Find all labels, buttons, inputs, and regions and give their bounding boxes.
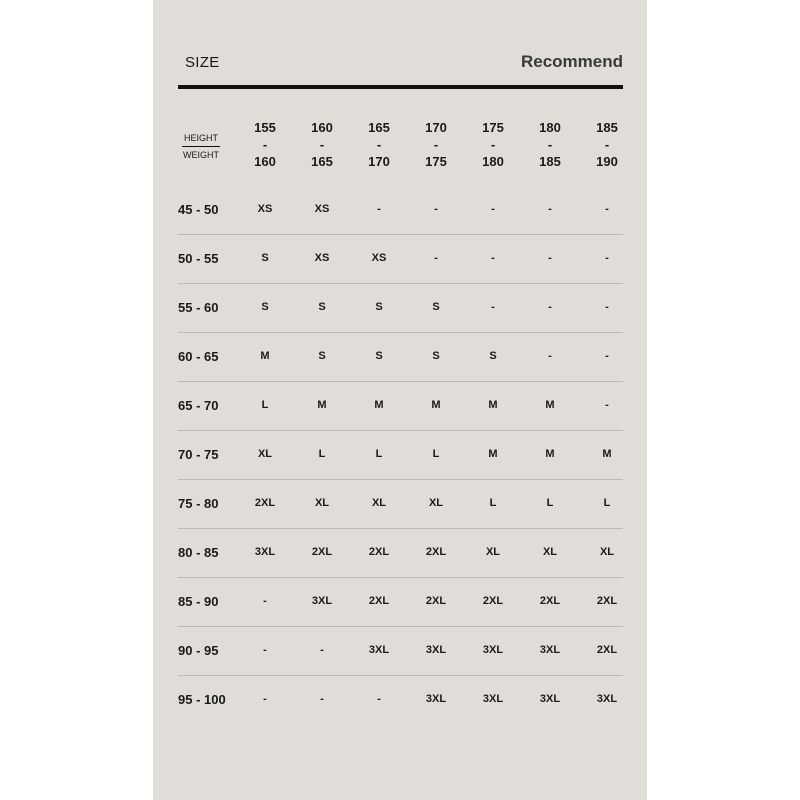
size-cell: XS (314, 252, 330, 264)
table-row (178, 381, 623, 431)
height-high: 160 (254, 154, 276, 169)
table-row (178, 479, 623, 529)
weight-range-label: 45 - 50 (178, 202, 219, 217)
size-cell: - (491, 252, 495, 264)
size-cell: 3XL (482, 644, 504, 656)
size-cell: - (434, 203, 438, 215)
height-column-header (300, 119, 344, 170)
size-cell: XL (257, 448, 273, 460)
size-cell: - (263, 595, 267, 607)
size-cell: 2XL (425, 546, 447, 558)
size-cell: 2XL (596, 644, 618, 656)
size-chart-card (153, 0, 647, 800)
size-cell: 2XL (539, 595, 561, 607)
weight-range-label: 50 - 55 (178, 251, 219, 266)
size-cell: S (261, 301, 269, 313)
weight-range-label: 60 - 65 (178, 349, 219, 364)
size-cell: 2XL (482, 595, 504, 607)
recommend-title: Recommend (520, 52, 623, 71)
size-cell: 2XL (254, 497, 276, 509)
height-axis-label: HEIGHT (182, 132, 220, 147)
height-low: 175 (482, 120, 504, 135)
size-cell: - (491, 203, 495, 215)
size-cell: S (432, 301, 440, 313)
height-low: 180 (539, 120, 561, 135)
height-dash: - (604, 137, 610, 152)
table-row (178, 185, 623, 235)
height-low: 165 (368, 120, 390, 135)
size-cell: 3XL (539, 644, 561, 656)
height-low: 155 (254, 120, 276, 135)
size-cell: M (545, 448, 555, 460)
height-column-header (471, 119, 515, 170)
table-row (178, 332, 623, 382)
size-cell: XL (485, 546, 501, 558)
size-cell: - (605, 203, 609, 215)
size-cell: XL (314, 497, 330, 509)
height-high: 175 (425, 154, 447, 169)
table-row (178, 626, 623, 676)
size-cell: 2XL (368, 595, 390, 607)
size-cell: XL (371, 497, 387, 509)
size-cell: 3XL (311, 595, 333, 607)
height-high: 165 (311, 154, 333, 169)
size-cell: - (605, 252, 609, 264)
size-cell: XS (314, 203, 330, 215)
table-row (178, 577, 623, 627)
size-cell: - (263, 644, 267, 656)
height-column-header (243, 119, 287, 170)
size-cell: L (603, 497, 611, 509)
size-cell: - (320, 644, 324, 656)
size-cell: XS (257, 203, 273, 215)
size-cell: L (546, 497, 554, 509)
height-weight-axis-label (182, 132, 220, 161)
size-cell: - (377, 693, 381, 705)
height-column-header (357, 119, 401, 170)
size-cell: L (489, 497, 497, 509)
height-column-header (528, 119, 572, 170)
size-cell: - (377, 203, 381, 215)
size-cell: S (489, 350, 497, 362)
table-row (178, 675, 623, 724)
size-cell: - (605, 399, 609, 411)
weight-range-label: 65 - 70 (178, 398, 219, 413)
size-cell: 2XL (368, 546, 390, 558)
size-cell: M (431, 399, 441, 411)
size-cell: 3XL (539, 693, 561, 705)
size-cell: - (548, 301, 552, 313)
weight-range-label: 95 - 100 (178, 692, 226, 707)
height-dash: - (433, 137, 439, 152)
height-dash: - (376, 137, 382, 152)
height-high: 180 (482, 154, 504, 169)
size-cell: 2XL (596, 595, 618, 607)
height-high: 190 (596, 154, 618, 169)
size-cell: 3XL (425, 644, 447, 656)
size-cell: L (375, 448, 383, 460)
size-cell: L (318, 448, 326, 460)
weight-range-label: 55 - 60 (178, 300, 219, 315)
size-cell: - (491, 301, 495, 313)
size-cell: 3XL (596, 693, 618, 705)
size-cell: 3XL (368, 644, 390, 656)
size-cell: 2XL (425, 595, 447, 607)
size-cell: 2XL (311, 546, 333, 558)
height-dash: - (490, 137, 496, 152)
size-cell: S (432, 350, 440, 362)
size-cell: L (432, 448, 440, 460)
header-divider (178, 85, 623, 89)
size-cell: - (434, 252, 438, 264)
size-cell: M (602, 448, 612, 460)
weight-range-label: 80 - 85 (178, 545, 219, 560)
size-cell: S (261, 252, 269, 264)
table-row (178, 528, 623, 578)
height-dash: - (319, 137, 325, 152)
size-cell: M (488, 399, 498, 411)
table-row (178, 234, 623, 284)
weight-range-label: 90 - 95 (178, 643, 219, 658)
height-column-header (414, 119, 458, 170)
height-high: 170 (368, 154, 390, 169)
size-cell: M (317, 399, 327, 411)
size-cell: S (318, 301, 326, 313)
weight-range-label: 70 - 75 (178, 447, 219, 462)
size-cell: M (260, 350, 270, 362)
size-cell: - (605, 350, 609, 362)
height-low: 185 (596, 120, 618, 135)
size-cell: XL (542, 546, 558, 558)
size-cell: - (548, 350, 552, 362)
size-cell: S (375, 301, 383, 313)
height-dash: - (262, 137, 268, 152)
size-cell: 3XL (482, 693, 504, 705)
size-cell: - (548, 252, 552, 264)
size-cell: - (548, 203, 552, 215)
weight-range-label: 85 - 90 (178, 594, 219, 609)
height-low: 170 (425, 120, 447, 135)
size-cell: S (375, 350, 383, 362)
weight-axis-label: WEIGHT (183, 150, 219, 160)
size-cell: 3XL (254, 546, 276, 558)
height-low: 160 (311, 120, 333, 135)
height-dash: - (547, 137, 553, 152)
size-cell: XL (428, 497, 444, 509)
size-cell: - (263, 693, 267, 705)
height-column-header (585, 119, 629, 170)
size-cell: S (318, 350, 326, 362)
weight-range-label: 75 - 80 (178, 496, 219, 511)
size-cell: M (545, 399, 555, 411)
size-cell: - (605, 301, 609, 313)
size-cell: M (488, 448, 498, 460)
size-cell: - (320, 693, 324, 705)
table-row (178, 283, 623, 333)
table-row (178, 430, 623, 480)
height-high: 185 (539, 154, 561, 169)
size-title: SIZE (185, 54, 220, 71)
size-cell: XS (371, 252, 387, 264)
size-cell: 3XL (425, 693, 447, 705)
size-cell: XL (599, 546, 615, 558)
size-cell: M (374, 399, 384, 411)
size-cell: L (261, 399, 269, 411)
